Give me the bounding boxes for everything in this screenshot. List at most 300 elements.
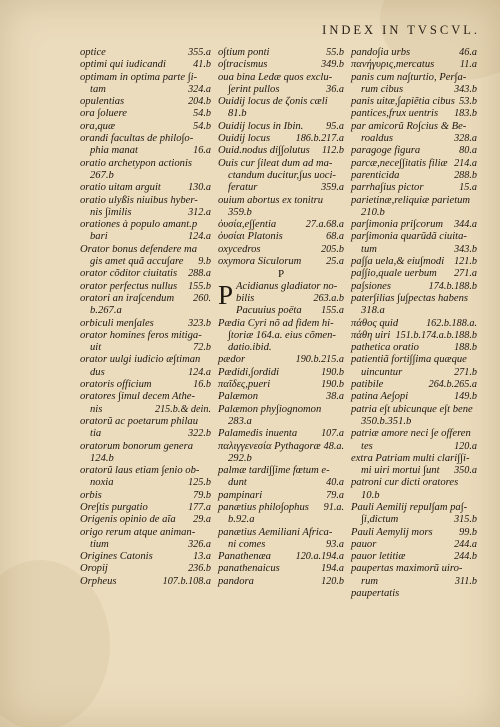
entry-term: Panathenæa bbox=[218, 551, 271, 563]
index-entry bbox=[351, 490, 477, 502]
index-entry bbox=[218, 490, 344, 502]
index-entry bbox=[351, 453, 477, 465]
index-entry bbox=[80, 121, 211, 133]
entry-page-reference: 27.a.68.a bbox=[305, 219, 344, 231]
index-entry bbox=[351, 514, 477, 526]
entry-term: Oropij bbox=[80, 563, 108, 575]
entry-term: 292.b bbox=[228, 452, 252, 464]
index-entry bbox=[218, 551, 344, 563]
index-entry bbox=[218, 367, 344, 379]
index-entry bbox=[218, 170, 344, 182]
entry-term: Pauli Aemylij mors bbox=[351, 526, 433, 538]
entry-term: Origines Catonis bbox=[80, 551, 153, 563]
index-entry bbox=[218, 527, 344, 539]
index-entry bbox=[351, 145, 477, 157]
index-entry bbox=[80, 539, 211, 551]
index-entry bbox=[218, 207, 344, 219]
index-entry bbox=[218, 59, 344, 71]
index-entry bbox=[80, 502, 211, 514]
entry-term: bari bbox=[90, 231, 108, 243]
entry-page-reference: 311.b bbox=[454, 575, 477, 587]
index-entry bbox=[80, 195, 211, 207]
entry-term: datio.ibid. bbox=[228, 342, 272, 354]
entry-term: paragoge figura bbox=[351, 145, 421, 157]
index-entry bbox=[218, 416, 344, 428]
entry-term: rum bbox=[361, 575, 379, 587]
entry-term: oratorum bonorum genera bbox=[80, 440, 193, 452]
entry-term: patroni cur dicti oratores bbox=[351, 477, 459, 489]
index-entry bbox=[80, 145, 211, 157]
index-entry bbox=[80, 576, 211, 588]
entry-term: bilis bbox=[236, 292, 255, 304]
entry-page-reference: 99.b bbox=[459, 526, 477, 538]
entry-term: parenticida bbox=[351, 169, 400, 181]
index-entry bbox=[351, 108, 477, 120]
entry-page-reference: 79.a bbox=[326, 489, 344, 501]
entry-page-reference: 16.b bbox=[193, 379, 211, 391]
entry-page-reference: 349.b bbox=[321, 59, 344, 71]
index-entry bbox=[218, 404, 344, 416]
entry-page-reference: 344.a bbox=[454, 219, 477, 231]
entry-term: uit bbox=[90, 342, 102, 354]
index-entry bbox=[351, 244, 477, 256]
index-column-2 bbox=[218, 47, 344, 588]
entry-term: ∫toriæ 164.a. eius cõmen- bbox=[228, 329, 336, 341]
entry-page-reference: 38.a bbox=[326, 391, 344, 403]
index-entry bbox=[351, 367, 477, 379]
entry-page-reference: 120.a.194.a bbox=[295, 551, 344, 563]
entry-term: 350.b.351.b bbox=[361, 415, 412, 427]
index-entry bbox=[351, 527, 477, 539]
entry-page-reference: 177.a bbox=[188, 501, 211, 513]
entry-term: optice bbox=[80, 47, 106, 58]
index-entry bbox=[80, 281, 211, 293]
entry-term: patriæ amore neci ∫e offeren bbox=[351, 428, 471, 440]
section-letter: P bbox=[277, 268, 285, 281]
entry-term: rum cibus bbox=[361, 83, 404, 95]
index-entry bbox=[351, 576, 477, 588]
index-entry bbox=[80, 182, 211, 194]
index-entry bbox=[351, 47, 477, 59]
entry-page-reference: 343.b bbox=[454, 83, 477, 95]
entry-term: Palamedis inuenta bbox=[218, 428, 298, 440]
entry-term: palmæ tardi∫∫ime fœtum e- bbox=[218, 465, 330, 477]
entry-page-reference: 11.a bbox=[459, 59, 477, 71]
entry-page-reference: 9.b bbox=[198, 256, 211, 268]
entry-term: oxymora Siculorum bbox=[218, 256, 302, 268]
entry-page-reference: 29.a bbox=[193, 514, 211, 526]
entry-term: παλιγγενεσία Pythagoræ bbox=[218, 440, 321, 452]
entry-term: ni comes bbox=[228, 538, 266, 550]
entry-term: Orator bonus defendere ma bbox=[80, 243, 198, 255]
index-entry bbox=[218, 330, 344, 342]
entry-page-reference: 183.b bbox=[454, 108, 477, 120]
entry-term: b.92.a bbox=[228, 514, 255, 526]
index-entry bbox=[218, 96, 344, 108]
entry-term: pathetica oratio bbox=[351, 342, 419, 354]
index-entry bbox=[351, 170, 477, 182]
index-entry bbox=[80, 367, 211, 379]
index-entry bbox=[80, 441, 211, 453]
entry-term: παῖδες,pueri bbox=[218, 379, 271, 391]
index-entry bbox=[218, 244, 344, 256]
index-entry bbox=[80, 108, 211, 120]
index-entry bbox=[351, 219, 477, 231]
index-entry bbox=[80, 428, 211, 440]
entry-page-reference: 13.a bbox=[193, 551, 211, 563]
index-entry bbox=[218, 576, 344, 588]
entry-term: patientiã forti∫∫ima quæque bbox=[351, 354, 467, 366]
index-entry bbox=[351, 305, 477, 317]
entry-page-reference: 68.a bbox=[326, 231, 344, 243]
index-entry bbox=[218, 108, 344, 120]
index-entry bbox=[80, 477, 211, 489]
entry-term: orandi facultas de philo∫o- bbox=[80, 133, 194, 145]
entry-term: pa∫∫io,quale uerbum bbox=[351, 268, 437, 280]
entry-term: pampinari bbox=[218, 489, 263, 501]
entry-page-reference: 288.a bbox=[188, 268, 211, 280]
entry-page-reference: 46.a bbox=[459, 47, 477, 58]
index-entry bbox=[218, 293, 344, 305]
entry-page-reference: 322.b bbox=[188, 428, 211, 440]
entry-page-reference: 188.b bbox=[454, 342, 477, 354]
entry-term: parietinæ,reliquiæ parietum bbox=[351, 194, 471, 206]
index-entry bbox=[351, 563, 477, 575]
entry-page-reference: 324.a bbox=[188, 83, 211, 95]
entry-term: dunt bbox=[228, 477, 247, 489]
entry-page-reference: 315.b bbox=[454, 514, 477, 526]
entry-term: 81.b bbox=[228, 108, 247, 120]
entry-term: Acidianus gladiator no- bbox=[236, 280, 338, 292]
entry-term: ora,quæ bbox=[80, 120, 116, 132]
entry-term: paupertas maximorũ uiro- bbox=[351, 563, 463, 575]
entry-term: Pauli Aemilij repul∫am pa∫- bbox=[351, 501, 468, 513]
entry-term: Palæmon phy∫iognomon bbox=[218, 403, 322, 415]
entry-term: Orpheus bbox=[80, 575, 117, 587]
index-entry bbox=[80, 490, 211, 502]
entry-page-reference: 107.b.108.a bbox=[162, 575, 211, 587]
entry-term: mi uiri mortui ∫unt bbox=[361, 465, 440, 477]
entry-page-reference: 95.a bbox=[326, 120, 344, 132]
entry-term: Ore∫tis purgatio bbox=[80, 501, 148, 513]
entry-term: oratorũ ac poetarum philau bbox=[80, 415, 199, 427]
entry-term: Ouid.nodus di∫∫olutus bbox=[218, 145, 310, 157]
index-entry bbox=[218, 305, 344, 317]
index-entry bbox=[218, 477, 344, 489]
index-entry bbox=[218, 441, 344, 453]
entry-page-reference: 194.a bbox=[321, 563, 344, 575]
entry-term: panathenaicus bbox=[218, 563, 280, 575]
index-entry bbox=[351, 379, 477, 391]
index-entry bbox=[80, 453, 211, 465]
entry-term: πάθος quid bbox=[351, 317, 399, 329]
entry-term: 267.b bbox=[90, 169, 114, 181]
entry-page-reference: 244.a bbox=[454, 538, 477, 550]
index-entry bbox=[218, 453, 344, 465]
entry-term: ὀυσίαι Platonis bbox=[218, 231, 283, 243]
drop-cap: P bbox=[218, 279, 234, 310]
entry-term: orator cõditor ciuitatis bbox=[80, 268, 178, 280]
entry-term: patibile bbox=[351, 379, 384, 391]
entry-term: Ouidij locus in Ibin. bbox=[218, 120, 304, 132]
entry-page-reference: 214.a bbox=[454, 157, 477, 169]
index-entry bbox=[80, 563, 211, 575]
entry-page-reference: 155.a bbox=[321, 305, 344, 317]
entry-page-reference: 155.b bbox=[188, 280, 211, 292]
entry-page-reference: 15.a bbox=[459, 182, 477, 194]
entry-term: oratio uitam arguit bbox=[80, 182, 161, 194]
entry-term: panætius Aemiliani Africa- bbox=[218, 526, 333, 538]
entry-term: pauor letitiæ bbox=[351, 551, 406, 563]
entry-term: par amicorũ Ro∫cius & Be- bbox=[351, 120, 467, 132]
index-entry bbox=[80, 231, 211, 243]
entry-term: orator homines feros mitiga- bbox=[80, 329, 202, 341]
index-entry bbox=[351, 416, 477, 428]
index-entry bbox=[80, 59, 211, 71]
entry-term: pater∫ilias ∫u∫pectas habens bbox=[351, 292, 468, 304]
entry-term: 318.a bbox=[361, 305, 385, 317]
index-entry bbox=[351, 256, 477, 268]
entry-term: ctandum ducitur,∫us uoci- bbox=[228, 169, 336, 181]
index-entry bbox=[218, 231, 344, 243]
entry-term: oratio archetypon actionis bbox=[80, 157, 193, 169]
entry-term: tum bbox=[361, 243, 377, 255]
entry-page-reference: 25.a bbox=[326, 256, 344, 268]
entry-page-reference: 130.a bbox=[188, 182, 211, 194]
entry-term: pantices,frux uentris bbox=[351, 108, 439, 120]
entry-term: Pacuuius poëta bbox=[236, 305, 302, 317]
index-entry bbox=[218, 121, 344, 133]
entry-term: oratori an ira∫cendum bbox=[80, 292, 175, 304]
entry-page-reference: 16.a bbox=[193, 145, 211, 157]
index-entry bbox=[351, 330, 477, 342]
index-entry bbox=[218, 563, 344, 575]
entry-term: patria e∫t ubicunque e∫t bene bbox=[351, 403, 473, 415]
entry-term: par∫imonia quarũdã ciuita- bbox=[351, 231, 467, 243]
index-entry bbox=[351, 318, 477, 330]
entry-term: orator uulgi iudicio æ∫timan bbox=[80, 354, 201, 366]
entry-term: tia bbox=[90, 428, 102, 440]
entry-term: ∫erint pullos bbox=[228, 83, 280, 95]
entry-term: o∫tium ponti bbox=[218, 47, 270, 58]
entry-page-reference: 190.b bbox=[321, 379, 344, 391]
entry-term: ὀυσία,e∫∫entia bbox=[218, 219, 277, 231]
index-entry bbox=[351, 195, 477, 207]
entry-term: patina Ae∫opi bbox=[351, 391, 409, 403]
index-entry bbox=[80, 158, 211, 170]
index-entry bbox=[351, 502, 477, 514]
entry-term: nis ∫imilis bbox=[90, 206, 132, 218]
index-entry bbox=[351, 404, 477, 416]
index-entry bbox=[351, 293, 477, 305]
entry-term: panætius philo∫ophus bbox=[218, 501, 309, 513]
entry-term: 359.b bbox=[228, 206, 252, 218]
index-entry bbox=[351, 268, 477, 280]
entry-term: 283.a bbox=[228, 415, 252, 427]
index-entry bbox=[80, 207, 211, 219]
entry-term: roaldus bbox=[361, 133, 393, 145]
index-entry bbox=[218, 133, 344, 145]
entry-page-reference: 260. bbox=[193, 292, 211, 304]
index-entry bbox=[80, 96, 211, 108]
entry-term: Ouis cur ∫ileat dum ad ma- bbox=[218, 157, 333, 169]
entry-term: oratoris officium bbox=[80, 379, 152, 391]
index-entry bbox=[80, 342, 211, 354]
index-entry bbox=[351, 96, 477, 108]
entry-page-reference: 40.a bbox=[326, 477, 344, 489]
entry-term: panis cum na∫turtio, Per∫a- bbox=[351, 71, 467, 83]
entry-term: panis uitæ,∫apiẽtia cibus bbox=[351, 96, 455, 108]
entry-term: Pædidi,∫ordidi bbox=[218, 366, 280, 378]
index-entry bbox=[80, 256, 211, 268]
index-entry bbox=[218, 391, 344, 403]
index-entry bbox=[218, 502, 344, 514]
index-entry bbox=[218, 256, 344, 268]
entry-page-reference: 91.a. bbox=[323, 501, 344, 513]
index-entry bbox=[218, 354, 344, 366]
index-entry bbox=[351, 59, 477, 71]
index-entry bbox=[218, 465, 344, 477]
index-entry bbox=[80, 318, 211, 330]
entry-term: optimam in optima parte ∫i- bbox=[80, 71, 198, 83]
entry-term: gis amet quã accu∫are bbox=[90, 256, 184, 268]
entry-term: tam bbox=[90, 83, 106, 95]
entry-page-reference: 343.b bbox=[454, 243, 477, 255]
entry-term: ∫i,dictum bbox=[361, 514, 399, 526]
entry-page-reference: 288.b bbox=[454, 169, 477, 181]
index-entry bbox=[80, 379, 211, 391]
index-entry bbox=[80, 305, 211, 317]
entry-term: oua bina Ledæ quos exclu- bbox=[218, 71, 333, 83]
index-entry bbox=[80, 268, 211, 280]
index-entry bbox=[351, 477, 477, 489]
entry-page-reference: 36.a bbox=[326, 83, 344, 95]
entry-page-reference: 174.b.188.b bbox=[428, 280, 477, 292]
entry-term: 10.b bbox=[361, 489, 380, 501]
entry-page-reference: 149.b bbox=[454, 391, 477, 403]
index-entry bbox=[218, 219, 344, 231]
entry-page-reference: 328.a bbox=[454, 133, 477, 145]
index-entry bbox=[351, 428, 477, 440]
entry-page-reference: 121.b bbox=[454, 256, 477, 268]
index-entry bbox=[351, 84, 477, 96]
index-column-1 bbox=[80, 47, 211, 588]
entry-term: pauor bbox=[351, 538, 377, 550]
index-entry bbox=[351, 391, 477, 403]
index-entry bbox=[80, 47, 211, 59]
entry-page-reference: 263.a.b bbox=[313, 292, 344, 304]
index-entry bbox=[351, 465, 477, 477]
entry-term: oratorũ laus etiam ∫enio ob- bbox=[80, 465, 200, 477]
entry-term: orbiculi men∫ales bbox=[80, 317, 154, 329]
index-entry bbox=[218, 428, 344, 440]
entry-term: Ouidij locus de ζonis cæli bbox=[218, 96, 328, 108]
entry-page-reference: 271.a bbox=[454, 268, 477, 280]
entry-term: Origenis opinio de aĩa bbox=[80, 514, 176, 526]
index-entry bbox=[351, 158, 477, 170]
entry-term: origo rerum atque animan- bbox=[80, 526, 196, 538]
entry-page-reference: 359.a bbox=[321, 182, 344, 194]
entry-term: orbis bbox=[80, 489, 102, 501]
entry-page-reference: 204.b bbox=[188, 96, 211, 108]
entry-term: 210.b bbox=[361, 206, 385, 218]
index-entry bbox=[351, 441, 477, 453]
entry-page-reference: 355.a bbox=[188, 47, 211, 58]
index-column-3 bbox=[351, 47, 477, 600]
entry-page-reference: 190.b.215.a bbox=[295, 354, 344, 366]
index-entry bbox=[351, 342, 477, 354]
index-entry bbox=[351, 231, 477, 243]
entry-term: Pædia Cyri nõ ad fidem hi- bbox=[218, 317, 334, 329]
index-entry bbox=[80, 527, 211, 539]
entry-term: parrha∫ius pictor bbox=[351, 182, 424, 194]
entry-page-reference: 54.b bbox=[193, 108, 211, 120]
entry-term: pa∫∫a uela,& eiu∫modi bbox=[351, 256, 445, 268]
entry-term: pædor bbox=[218, 354, 246, 366]
index-entry bbox=[218, 72, 344, 84]
entry-page-reference: 125.b bbox=[188, 477, 211, 489]
entry-page-reference: 215.b.& dein. bbox=[154, 403, 211, 415]
entry-term: oxycedros bbox=[218, 243, 261, 255]
index-entry bbox=[80, 84, 211, 96]
entry-page-reference: 271.b bbox=[454, 366, 477, 378]
entry-term: ora ∫oluere bbox=[80, 108, 127, 120]
entry-page-reference: 186.b.217.a bbox=[295, 133, 344, 145]
index-entry bbox=[351, 539, 477, 551]
index-entry bbox=[351, 281, 477, 293]
entry-term: par∫imonia pri∫corum bbox=[351, 219, 444, 231]
index-entry bbox=[218, 342, 344, 354]
entry-term: orator perfectus nullus bbox=[80, 280, 178, 292]
entry-term: extra Patriam multi clari∫∫i- bbox=[351, 452, 470, 464]
index-entry bbox=[218, 182, 344, 194]
index-entry bbox=[351, 121, 477, 133]
entry-page-reference: 53.b bbox=[459, 96, 477, 108]
entry-page-reference: 107.a bbox=[321, 428, 344, 440]
entry-term: Ouidij locus bbox=[218, 133, 271, 145]
entry-page-reference: 54.b bbox=[193, 120, 211, 132]
entry-term: πανήγυρις,mercatus bbox=[351, 59, 435, 71]
entry-term: πάθη uiri bbox=[351, 329, 391, 341]
index-entry bbox=[218, 158, 344, 170]
index-entry bbox=[80, 330, 211, 342]
index-entry bbox=[351, 588, 477, 600]
index-entry bbox=[218, 318, 344, 330]
entry-term: paupertatis bbox=[351, 588, 400, 600]
entry-term: noxia bbox=[90, 477, 114, 489]
index-entry bbox=[80, 551, 211, 563]
entry-term: oratio ulyßis niuibus hyber- bbox=[80, 194, 198, 206]
index-entry bbox=[80, 72, 211, 84]
entry-page-reference: 80.a bbox=[459, 145, 477, 157]
entry-page-reference: 120.b bbox=[321, 575, 344, 587]
entry-term: pandora bbox=[218, 575, 254, 587]
entry-page-reference: 312.a bbox=[188, 206, 211, 218]
index-entry bbox=[80, 293, 211, 305]
entry-term: pando∫ia urbs bbox=[351, 47, 411, 58]
entry-term: tes bbox=[361, 440, 373, 452]
index-entry bbox=[80, 219, 211, 231]
index-entry bbox=[218, 84, 344, 96]
index-entry bbox=[80, 465, 211, 477]
entry-term: 124.b bbox=[90, 452, 114, 464]
entry-page-reference: 323.b bbox=[188, 317, 211, 329]
entry-term: uincuntur bbox=[361, 366, 403, 378]
index-entry bbox=[351, 133, 477, 145]
index-entry bbox=[80, 354, 211, 366]
entry-term: oratores ∫imul decem Athe- bbox=[80, 391, 195, 403]
entry-page-reference: 72.b bbox=[193, 342, 211, 354]
